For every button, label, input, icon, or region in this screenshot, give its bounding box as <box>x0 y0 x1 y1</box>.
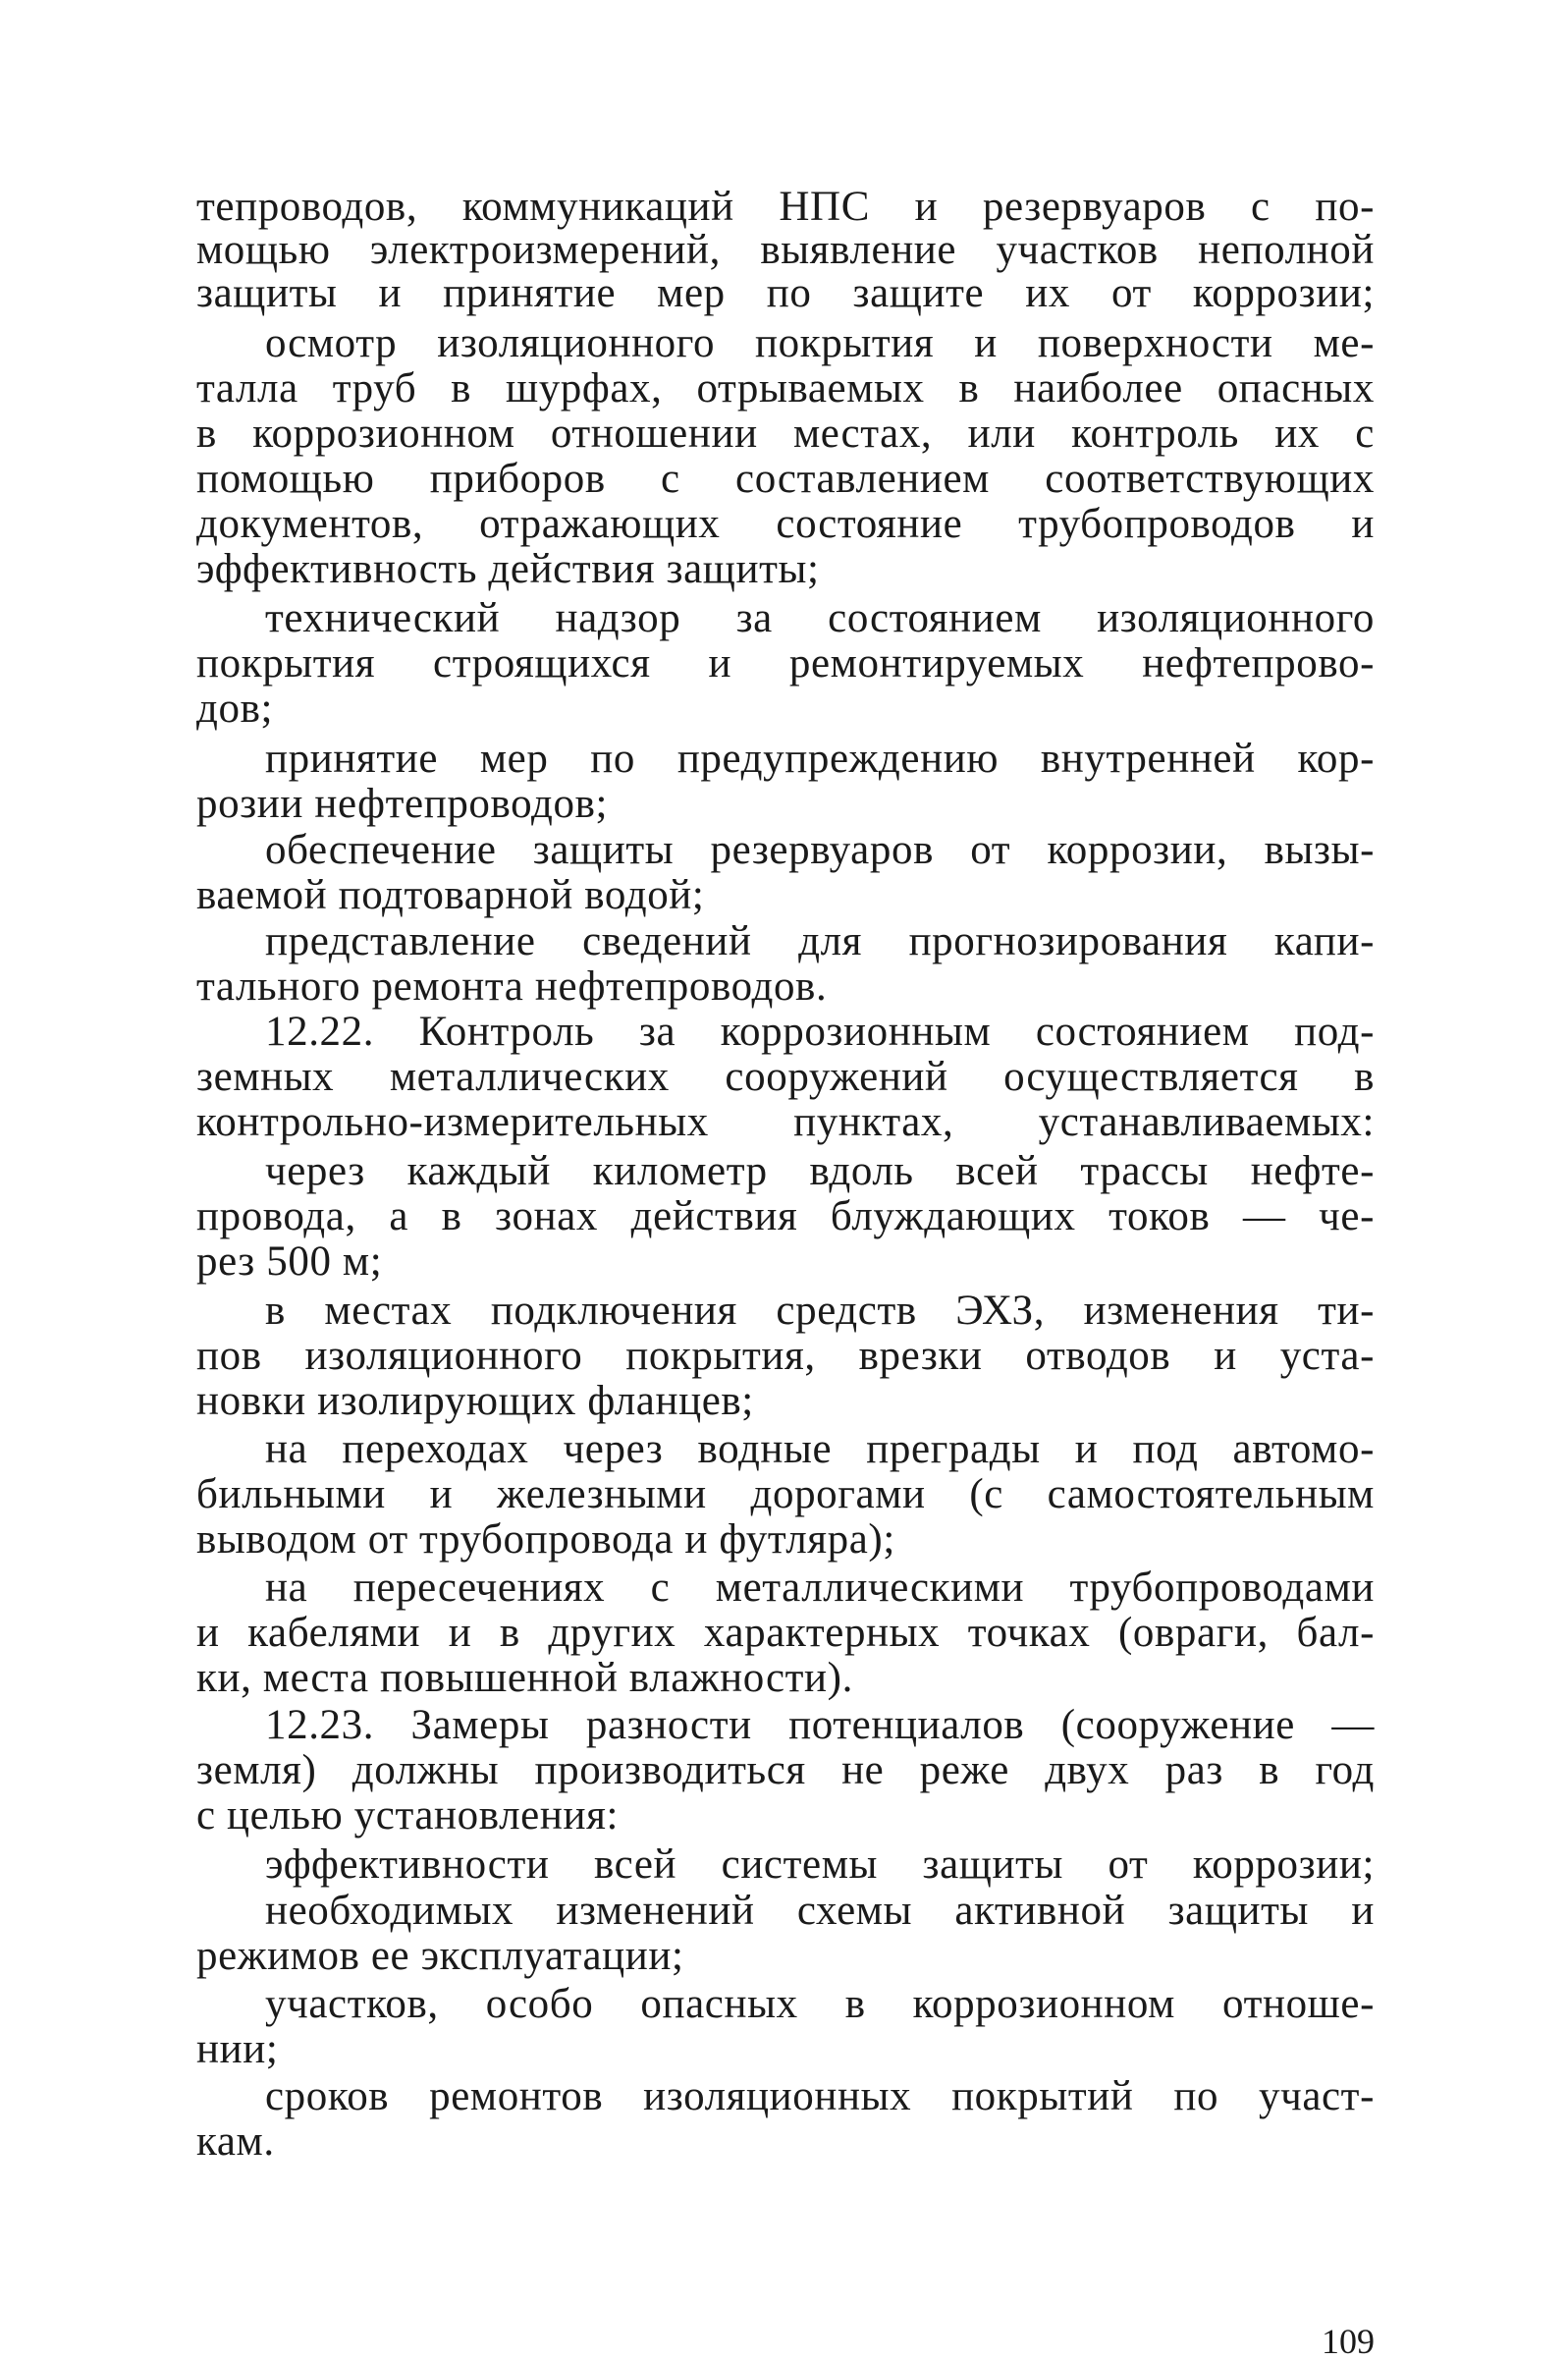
text-line: ки, места повышенной влажности). <box>196 1655 853 1701</box>
text-line: на переходах через водные преграды и под автомо- <box>265 1426 1375 1472</box>
text-line: 12.23. Замеры разности потенциалов (сооружение — <box>265 1702 1375 1748</box>
text-line: принятие мер по предупреждению внутренней кор- <box>265 736 1375 782</box>
text-line: документов, отражающих состояние трубопроводов и <box>196 501 1375 547</box>
text-line: талла труб в шурфах, отрываемых в наиболее опасных <box>196 365 1375 412</box>
text-line: выводом от трубопровода и футляра); <box>196 1516 895 1563</box>
text-line: технический надзор за состоянием изоляционного <box>265 595 1375 641</box>
text-line: мощью электроизмерений, выявление участков неполной <box>196 227 1375 273</box>
text-line: бильными и железными дорогами (с самостоятельным <box>196 1471 1375 1517</box>
text-line: осмотр изоляционного покрытия и поверхности ме- <box>265 320 1375 366</box>
text-line: необходимых изменений схемы активной защиты и <box>265 1888 1375 1934</box>
text-line: земля) должны производиться не реже двух раз в год <box>196 1747 1375 1793</box>
text-line: ваемой подтоварной водой; <box>196 872 705 918</box>
text-line: обеспечение защиты резервуаров от коррозии, вызы- <box>265 827 1375 873</box>
text-line: в местах подключения средств ЭХЗ, изменения ти- <box>265 1288 1375 1334</box>
text-line: представление сведений для прогнозирования капи- <box>265 918 1375 964</box>
document-page <box>196 184 1375 2361</box>
text-line: новки изолирующих фланцев; <box>196 1378 754 1424</box>
text-line: земных металлических сооружений осуществляется в <box>196 1054 1375 1100</box>
text-line: тепроводов, коммуникаций НПС и резервуаров с по- <box>196 184 1375 230</box>
text-line: кам. <box>196 2118 275 2165</box>
text-line: через каждый километр вдоль всей трассы нефте- <box>265 1148 1375 1194</box>
text-line: участков, особо опасных в коррозионном отноше- <box>265 1981 1375 2027</box>
text-line: розии нефтепроводов; <box>196 781 609 827</box>
text-line: в коррозионном отношении местах, или контроль их с <box>196 411 1375 457</box>
text-line: покрытия строящихся и ремонтируемых нефтепрово- <box>196 640 1375 686</box>
text-line: нии; <box>196 2026 279 2072</box>
page-number: 109 <box>1322 2322 1375 2361</box>
text-line: защиты и принятие мер по защите их от коррозии; <box>196 270 1375 316</box>
text-line: с целью установления: <box>196 1792 620 1839</box>
text-line: на пересечениях с металлическими трубопроводами <box>265 1565 1375 1611</box>
text-line: 12.22. Контроль за коррозионным состоянием под- <box>265 1009 1375 1055</box>
text-line: провода, а в зонах действия блуждающих токов — че- <box>196 1193 1375 1239</box>
text-line: контрольно-измерительных пунктах, устанавливаемых: <box>196 1099 1375 1145</box>
text-line: помощью приборов с составлением соответствующих <box>196 456 1375 502</box>
text-line: эффективность действия защиты; <box>196 546 820 592</box>
text-line: сроков ремонтов изоляционных покрытий по участ- <box>265 2073 1375 2119</box>
text-line: дов; <box>196 686 274 732</box>
text-line: эффективности всей системы защиты от коррозии; <box>265 1841 1375 1888</box>
text-line: и кабелями и в других характерных точках (овраги, бал- <box>196 1610 1375 1656</box>
text-line: пов изоляционного покрытия, врезки отводов и уста- <box>196 1333 1375 1379</box>
text-line: рез 500 м; <box>196 1238 383 1285</box>
text-line: режимов ее эксплуатации; <box>196 1933 684 1979</box>
text-line: тального ремонта нефтепроводов. <box>196 963 828 1010</box>
